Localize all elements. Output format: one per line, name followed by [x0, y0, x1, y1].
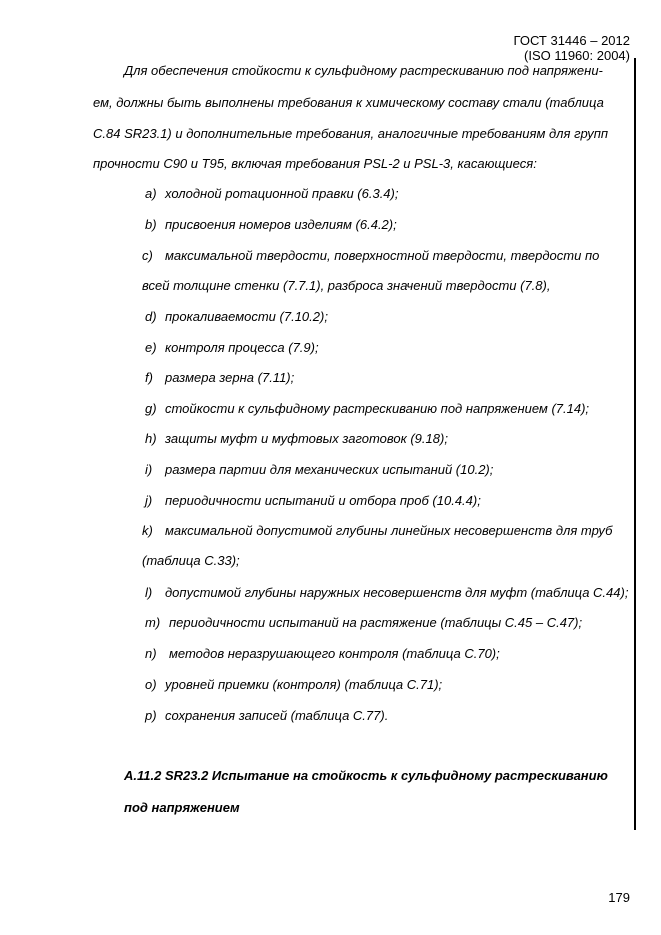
- list-item-text: уровней приемки (контроля) (таблица C.71);: [165, 677, 443, 692]
- list-item-text: контроля процесса (7.9);: [165, 340, 319, 355]
- list-item-text: периодичности испытаний и отбора проб (10.4.4);: [165, 493, 481, 508]
- list-item-c: [142, 248, 599, 264]
- list-item-b: [145, 217, 397, 233]
- list-item-letter: b): [145, 217, 157, 232]
- list-item-text: присвоения номеров изделиям (6.4.2);: [165, 217, 397, 232]
- list-item-k-continuation: (таблица C.33);: [142, 553, 240, 568]
- list-item-h: [145, 431, 448, 447]
- list-item-text: максимальной твердости, поверхностной твердости, твердости по: [165, 248, 600, 263]
- iso-reference: (ISO 11960: 2004): [524, 48, 630, 63]
- list-item-e: [145, 340, 319, 356]
- list-item-letter: h): [145, 431, 157, 446]
- list-item-text: методов неразрушающего контроля (таблица C.70);: [169, 646, 500, 661]
- list-item-i: [145, 462, 493, 478]
- list-item-text: стойкости к сульфидному растрескиванию под напряжением (7.14);: [165, 401, 590, 416]
- list-item-text: максимальной допустимой глубины линейных несовершенств для труб: [165, 523, 613, 538]
- list-item-letter: k): [142, 523, 153, 538]
- standard-number: ГОСТ 31446 – 2012: [513, 33, 630, 48]
- list-item-letter: g): [145, 401, 157, 416]
- list-item-p: [145, 708, 388, 724]
- list-item-g: [145, 401, 589, 417]
- intro-line: ем, должны быть выполнены требования к химическому составу стали (таблица: [93, 95, 604, 110]
- list-item-letter: e): [145, 340, 157, 355]
- list-item-letter: d): [145, 309, 157, 324]
- list-item-a: [145, 186, 398, 202]
- list-item-f: [145, 370, 294, 386]
- list-item-letter: f): [145, 370, 153, 385]
- intro-line: прочности C90 и T95, включая требования PSL-2 и PSL-3, касающиеся:: [93, 156, 537, 171]
- section-heading-continuation: под напряжением: [124, 800, 240, 815]
- list-item-d: [145, 309, 328, 325]
- list-item-letter: m): [145, 615, 161, 630]
- list-item-letter: c): [142, 248, 153, 263]
- list-item-letter: l): [145, 585, 153, 600]
- list-item-letter: p): [145, 708, 157, 723]
- list-item-o: [145, 677, 442, 693]
- list-item-text: защиты муфт и муфтовых заготовок (9.18);: [165, 431, 448, 446]
- list-item-text: периодичности испытаний на растяжение (таблицы C.45 – C.47);: [169, 615, 583, 630]
- list-item-text: холодной ротационной правки (6.3.4);: [165, 186, 399, 201]
- list-item-letter: a): [145, 186, 157, 201]
- page-number: 179: [608, 890, 630, 905]
- list-item-text: сохранения записей (таблица C.77).: [165, 708, 389, 723]
- intro-line: C.84 SR23.1) и дополнительные требования, аналогичные требованиям для групп: [93, 126, 609, 141]
- list-item-j: [145, 493, 481, 509]
- section-heading: A.11.2 SR23.2 Испытание на стойкость к сульфидному растрескиванию: [124, 768, 608, 783]
- list-item-n: [145, 646, 500, 662]
- list-item-letter: i): [145, 462, 153, 477]
- list-item-text: размера зерна (7.11);: [165, 370, 295, 385]
- list-item-text: допустимой глубины наружных несовершенств для муфт (таблица C.44);: [165, 585, 629, 600]
- list-item-letter: n): [145, 646, 157, 661]
- list-item-m: [145, 615, 582, 631]
- list-item-k: [142, 523, 612, 539]
- list-item-text: размера партии для механических испытаний (10.2);: [165, 462, 494, 477]
- list-item-text: прокаливаемости (7.10.2);: [165, 309, 328, 324]
- revision-margin-bar: [634, 58, 636, 830]
- intro-line: Для обеспечения стойкости к сульфидному растрескиванию под напряжени-: [124, 63, 603, 78]
- list-item-l: [145, 585, 628, 601]
- list-item-letter: o): [145, 677, 157, 692]
- list-item-c-continuation: всей толщине стенки (7.7.1), разброса значений твердости (7.8),: [142, 278, 551, 293]
- list-item-letter: j): [145, 493, 153, 508]
